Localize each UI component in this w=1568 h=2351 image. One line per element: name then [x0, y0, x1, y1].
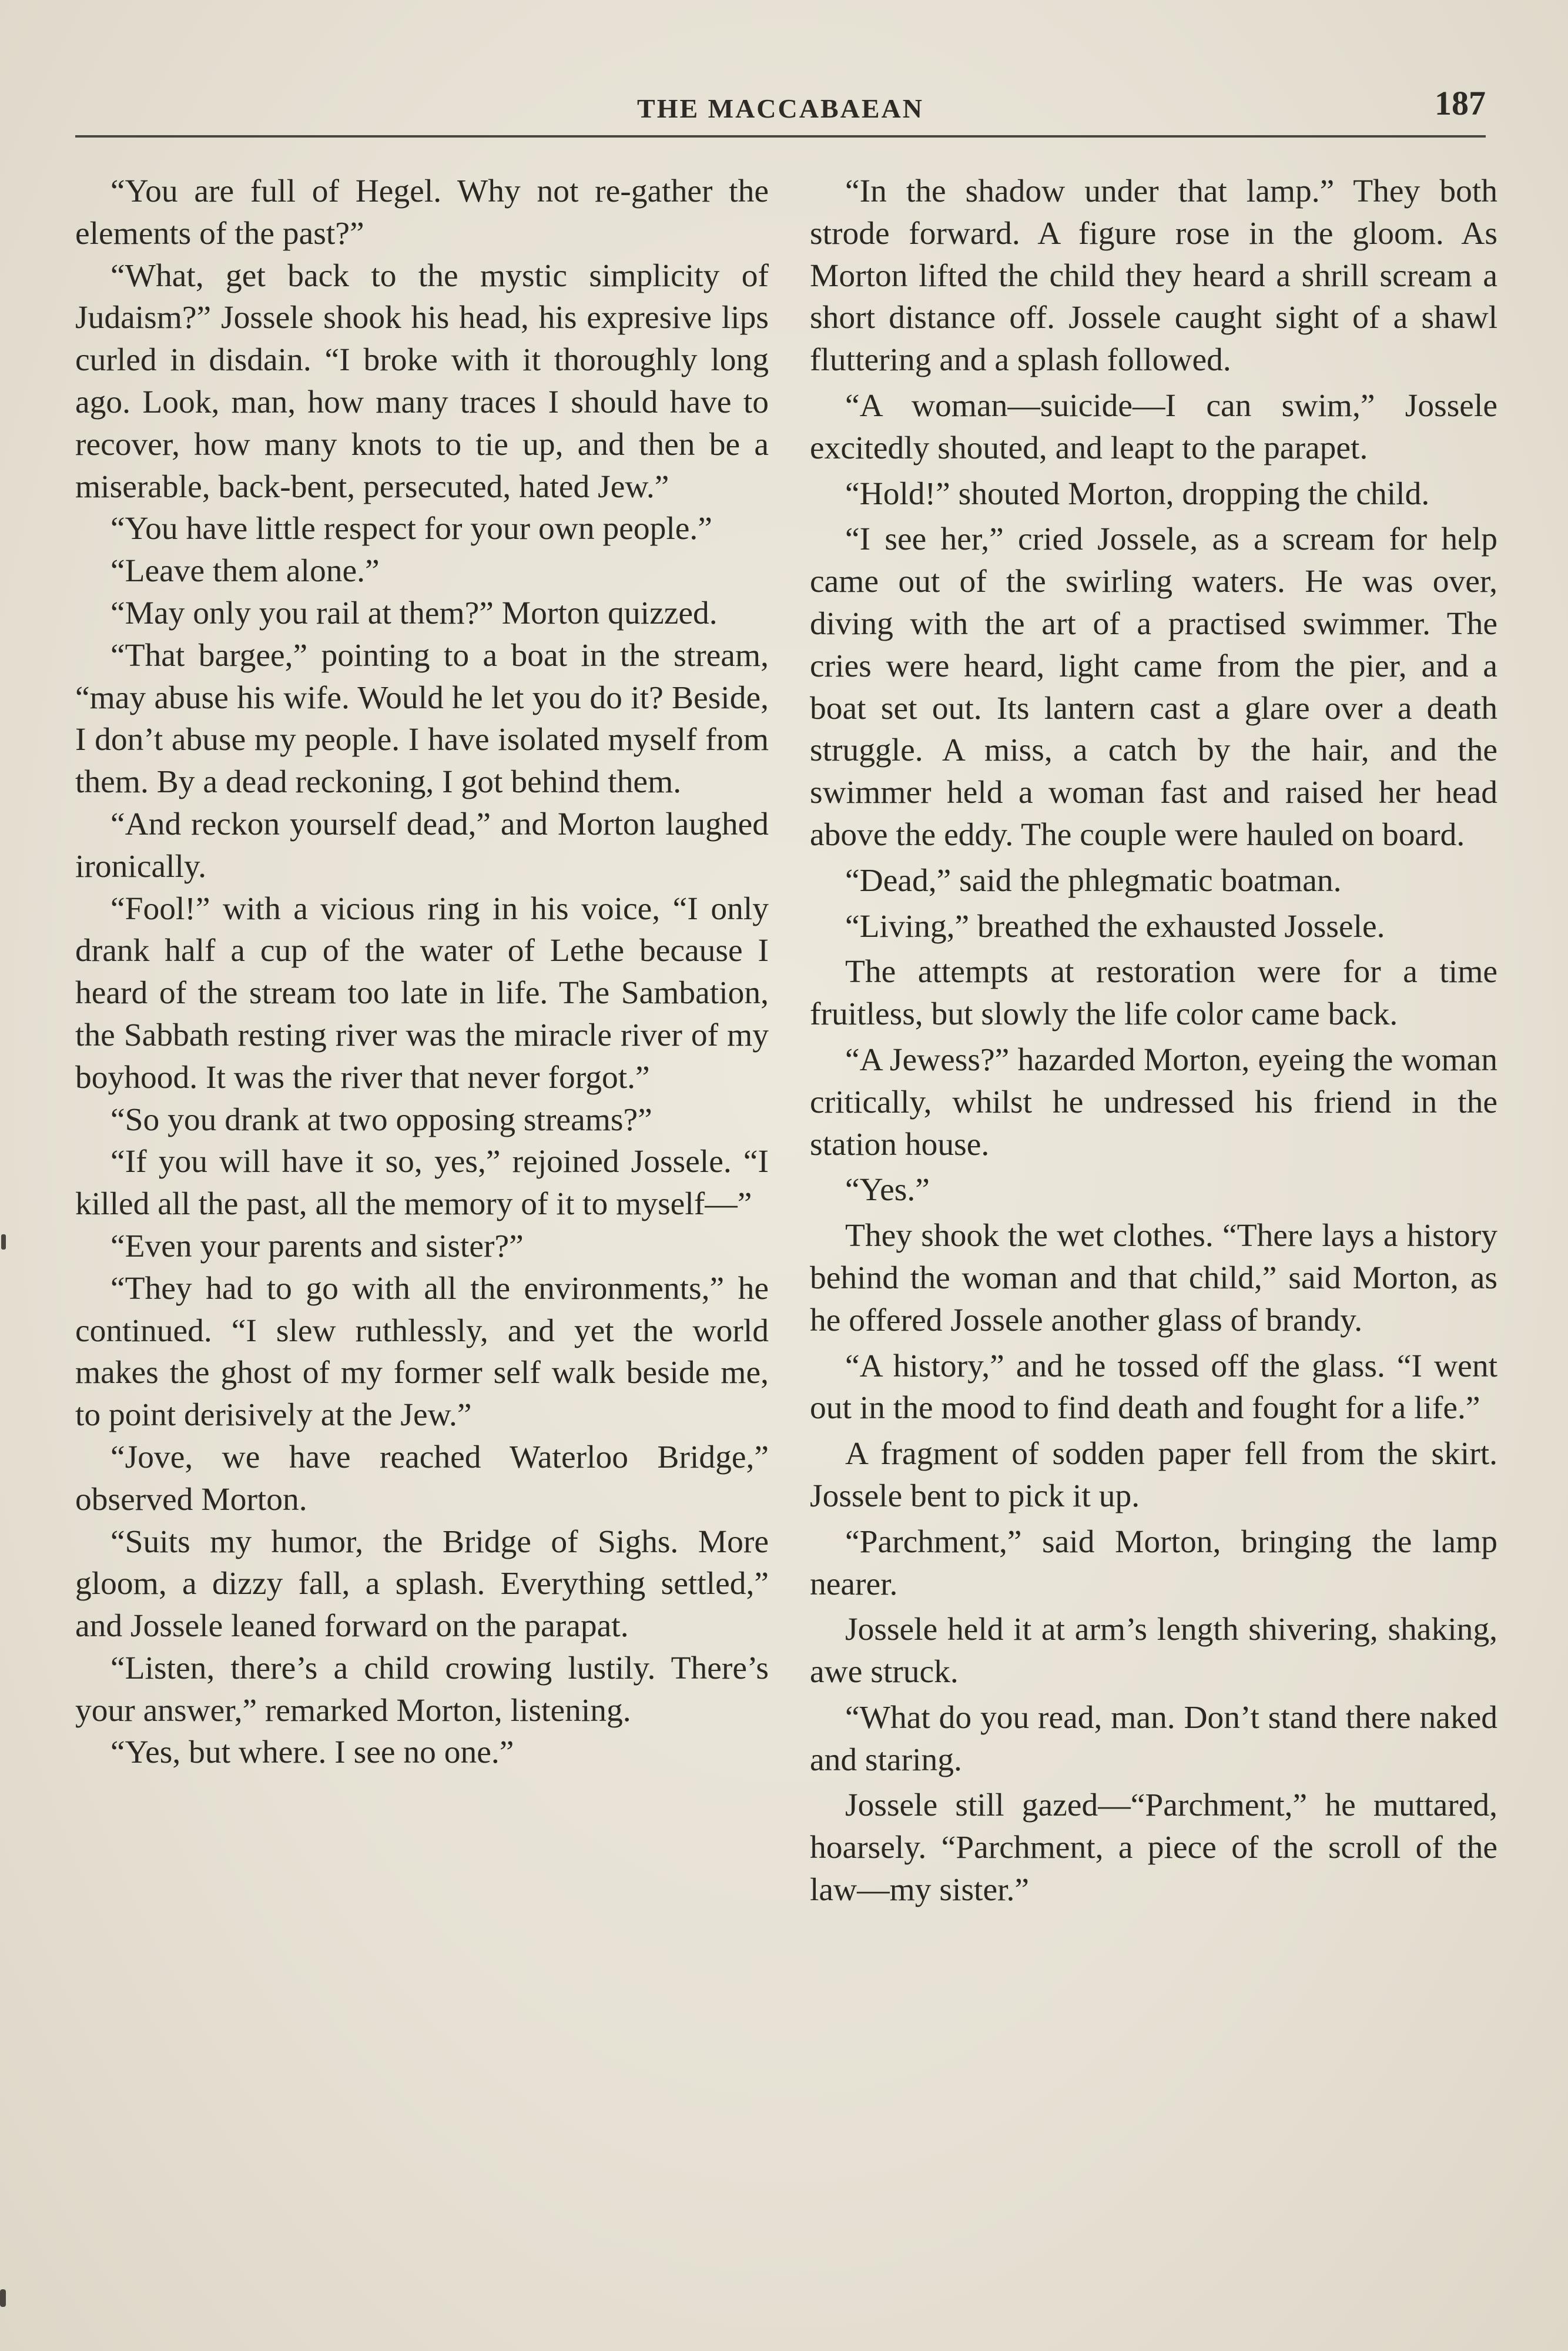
left-text-column	[75, 170, 769, 1774]
paragraph: “A history,” and he tossed off the glass. “I went out in the mood to find death and fought for a life.”	[810, 1348, 1497, 1426]
right-text-column	[810, 170, 1497, 1915]
paragraph: “And reckon yourself dead,” and Morton laughed ironically.	[75, 806, 769, 885]
paragraph: A fragment of sodden paper fell from the skirt. Jossele bent to pick it up.	[810, 1436, 1497, 1514]
page-number: 187	[1435, 84, 1486, 122]
paragraph: “Hold!” shouted Morton, dropping the child.	[845, 475, 1430, 512]
paragraph: “What do you read, man. Don’t stand there naked and staring.	[810, 1699, 1497, 1778]
journal-title: THE MACCABAEAN	[637, 93, 924, 123]
paragraph: “You have little respect for your own people.”	[110, 511, 712, 547]
paragraph: “A woman—suicide—I can swim,” Jossele excitedly shouted, and leapt to the parapet.	[810, 387, 1497, 466]
paragraph: “Suits my humor, the Bridge of Sighs. More gloom, a dizzy fall, a splash. Everything settled,” and Jossele leaned forward on the parapat.	[75, 1523, 769, 1645]
paragraph: They shook the wet clothes. “There lays a history behind the woman and that child,” said Morton, as he offered Jossele another glass of brandy.	[810, 1218, 1497, 1338]
paragraph: “Living,” breathed the exhausted Jossele.	[845, 908, 1385, 945]
paragraph: “Parchment,” said Morton, bringing the lamp nearer.	[810, 1523, 1497, 1602]
paragraph: Jossele held it at arm’s length shivering, shaking, awe struck.	[810, 1612, 1497, 1690]
paragraph: “Yes.”	[845, 1172, 930, 1208]
running-header	[75, 82, 1486, 138]
paragraph: “So you drank at two opposing streams?”	[110, 1101, 652, 1138]
paragraph: Jossele still gazed—“Parchment,” he muttared, hoarsely. “Parchment, a piece of the scroll of the law—my sister.”	[810, 1787, 1497, 1908]
paragraph: “May only you rail at them?” Morton quizzed.	[110, 595, 718, 631]
paragraph: “Dead,” said the phlegmatic boatman.	[845, 862, 1342, 899]
paragraph: “In the shadow under that lamp.” They both strode forward. A figure rose in the gloom. As Morton lifted the child they heard a shrill scream a short distance off. Jossele caught sight of a shawl fluttering and a splash followed.	[810, 173, 1497, 379]
paragraph: “Leave them alone.”	[110, 553, 380, 590]
margin-speck	[1, 1234, 6, 1250]
paragraph: “Jove, we have reached Waterloo Bridge,” observed Morton.	[75, 1439, 769, 1518]
paragraph: The attempts at restoration were for a time fruitless, but slowly the life color came back.	[810, 954, 1497, 1033]
margin-speck	[0, 2289, 6, 2307]
paragraph: “Fool!” with a vicious ring in his voice, “I only drank half a cup of the water of Lethe because I heard of the stream too late in life. The Sambation, the Sabbath resting river was the miracle river of my boyhood. It was the river that never forgot.”	[75, 890, 769, 1096]
paragraph: “Listen, there’s a child crowing lustily. There’s your answer,” remarked Morton, listening.	[75, 1650, 769, 1729]
paragraph: “A Jewess?” hazarded Morton, eyeing the woman critically, whilst he undressed his friend in the station house.	[810, 1041, 1497, 1163]
paragraph: “Even your parents and sister?”	[110, 1228, 524, 1264]
paragraph: “You are full of Hegel. Why not re-gather the elements of the past?”	[75, 173, 769, 252]
paragraph: “Yes, but where. I see no one.”	[110, 1734, 514, 1771]
paragraph: “I see her,” cried Jossele, as a scream for help came out of the swirling waters. He was over, diving with the art of a practised swimmer. The cries were heard, light came from the pier, and a boat set out. Its lantern cast a glare over a death struggle. A miss, a catch by the hair, and the swimmer held a woman fast and raised her head above the eddy. The couple were hauled on board.	[810, 521, 1497, 853]
paragraph: “That bargee,” pointing to a boat in the stream, “may abuse his wife. Would he let you do it? Beside, I don’t abuse my people. I have isolated myself from them. By a dead reckoning, I got behind them.	[75, 637, 769, 801]
paragraph: “They had to go with all the environments,” he continued. “I slew ruthlessly, and yet the world makes the ghost of my former self walk beside me, to point derisively at the Jew.”	[75, 1270, 769, 1434]
paragraph: “What, get back to the mystic simplicity of Judaism?” Jossele shook his head, his expresive lips curled in disdain. “I broke with it thoroughly long ago. Look, man, how many traces I should have to recover, how many knots to tie up, and then be a miserable, back-bent, persecuted, hated Jew.”	[75, 257, 769, 505]
paragraph: “If you will have it so, yes,” rejoined Jossele. “I killed all the past, all the memory of it to myself—”	[75, 1144, 769, 1223]
